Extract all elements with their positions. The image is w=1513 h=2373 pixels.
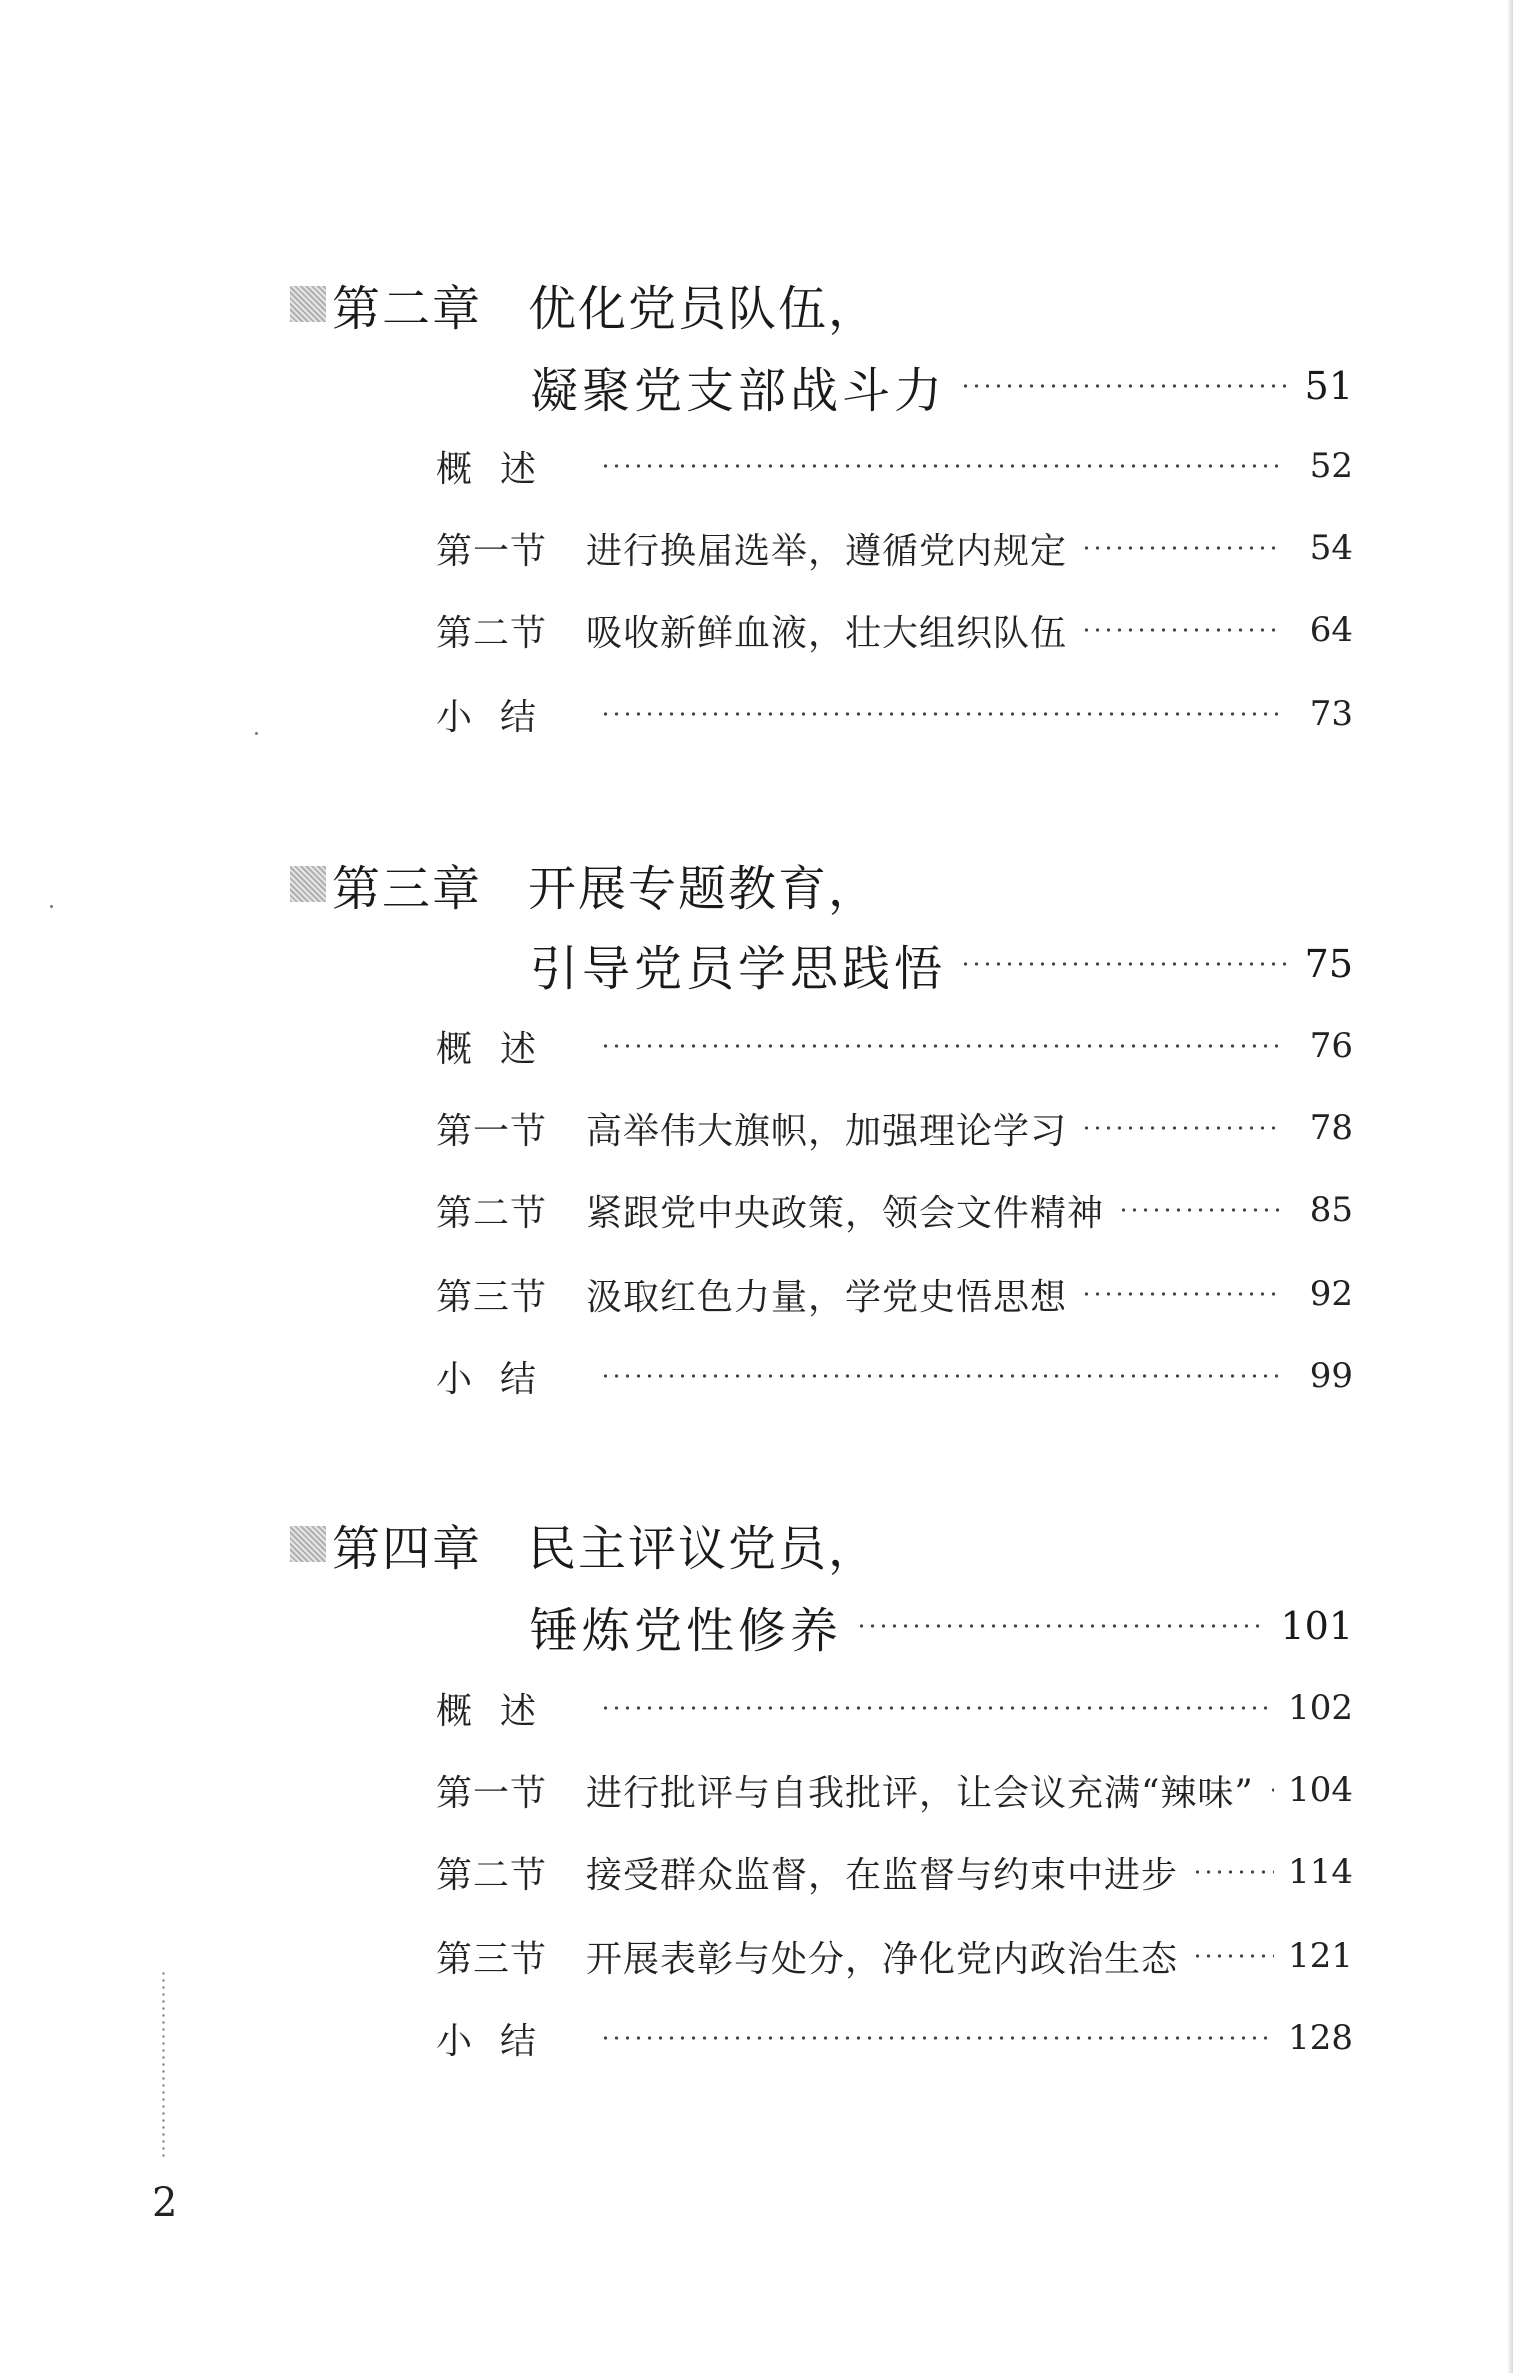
leader-dots [1081,1126,1281,1130]
chapter-marker-icon [290,1526,326,1562]
chapter-title-line2: 引导党员学思践悟 [530,940,947,997]
toc-entry[interactable] [436,1016,1353,1076]
chapter-subtitle-row[interactable] [530,350,1353,422]
entry-title: 紧跟党中央政策，领会文件精神 [586,1192,1105,1234]
toc-entry[interactable] [436,436,1353,496]
entry-label: 概述 [436,1690,565,1732]
leader-dots [1081,546,1281,550]
chapter-number: 第四章 [332,1520,483,1577]
leader-dots [1081,628,1281,632]
scan-speck [50,905,53,908]
chapter-title-line2: 凝聚党支部战斗力 [530,362,947,419]
toc-entry[interactable] [436,600,1353,660]
chapter-page: 101 [1280,1604,1353,1648]
entry-label: 第一节 [436,530,548,572]
page-edge [1507,0,1513,2373]
toc-entry[interactable] [436,1760,1353,1820]
toc-entry[interactable] [436,684,1353,744]
chapter-number: 第二章 [332,280,483,337]
leader-dots [600,1044,1281,1048]
toc-entry[interactable] [436,1180,1353,1240]
chapter-title-line1: 优化党员队伍， [528,280,879,337]
entry-page: 54 [1309,528,1353,568]
scan-speck [255,732,258,735]
leader-dots [1192,1870,1274,1874]
chapter-title-line2: 锤炼党性修养 [530,1602,843,1659]
entry-title: 开展表彰与处分，净化党内政治生态 [586,1938,1179,1980]
toc-entry[interactable] [436,1842,1353,1902]
chapter-page: 51 [1304,364,1353,408]
entry-title: 进行批评与自我批评，让会议充满“辣味” [586,1772,1254,1814]
toc-entry[interactable] [436,1264,1353,1324]
entry-label: 第一节 [436,1110,548,1152]
entry-page: 114 [1288,1852,1353,1892]
entry-page: 128 [1288,2018,1353,2058]
margin-dotted-line [162,1970,165,2160]
leader-dots [600,1706,1274,1710]
chapter-marker-icon [290,286,326,322]
entry-label: 第三节 [436,1276,548,1318]
page-number: 2 [152,2180,178,2226]
toc-entry[interactable] [436,2008,1353,2068]
chapter-subtitle-row[interactable] [530,1590,1353,1662]
entry-label: 概述 [436,448,565,490]
leader-dots [960,384,1291,388]
chapter-subtitle-row[interactable] [530,928,1353,1000]
entry-label: 第二节 [436,1192,548,1234]
entry-page: 52 [1309,446,1353,486]
toc-entry[interactable] [436,518,1353,578]
entry-page: 73 [1309,694,1353,734]
chapter-page: 75 [1304,942,1353,986]
entry-title: 进行换届选举，遵循党内规定 [586,530,1068,572]
chapter-number: 第三章 [332,860,483,917]
entry-title: 汲取红色力量，学党史悟思想 [586,1276,1068,1318]
leader-dots [1118,1208,1281,1212]
leader-dots [1268,1788,1274,1792]
entry-page: 121 [1288,1936,1353,1976]
chapter-title-line1: 民主评议党员， [528,1520,879,1577]
entry-page: 104 [1288,1770,1353,1810]
toc-entry[interactable] [436,1346,1353,1406]
leader-dots [856,1624,1266,1628]
entry-label: 第二节 [436,1854,548,1896]
leader-dots [600,712,1281,716]
toc-entry[interactable] [436,1098,1353,1158]
entry-title: 高举伟大旗帜，加强理论学习 [586,1110,1068,1152]
chapter-heading[interactable] [290,268,878,340]
leader-dots [600,2036,1274,2040]
entry-label: 概述 [436,1028,565,1070]
chapter-heading[interactable] [290,848,878,920]
entry-label: 第二节 [436,612,548,654]
entry-label: 小结 [436,2020,565,2062]
leader-dots [600,1374,1281,1378]
entry-label: 小结 [436,1358,565,1400]
entry-page: 99 [1309,1356,1353,1396]
entry-page: 76 [1309,1026,1353,1066]
toc-entry[interactable] [436,1678,1353,1738]
chapter-title-line1: 开展专题教育， [528,860,879,917]
entry-title: 吸收新鲜血液，壮大组织队伍 [586,612,1068,654]
chapter-marker-icon [290,866,326,902]
entry-page: 92 [1309,1274,1353,1314]
entry-page: 64 [1309,610,1353,650]
entry-label: 第一节 [436,1772,548,1814]
entry-page: 78 [1309,1108,1353,1148]
chapter-heading[interactable] [290,1508,878,1580]
entry-title: 接受群众监督，在监督与约束中进步 [586,1854,1179,1896]
entry-label: 小结 [436,696,565,738]
leader-dots [960,962,1291,966]
leader-dots [1192,1954,1274,1958]
leader-dots [600,464,1281,468]
entry-label: 第三节 [436,1938,548,1980]
toc-entry[interactable] [436,1926,1353,1986]
leader-dots [1081,1292,1281,1296]
entry-page: 102 [1288,1688,1353,1728]
entry-page: 85 [1309,1190,1353,1230]
